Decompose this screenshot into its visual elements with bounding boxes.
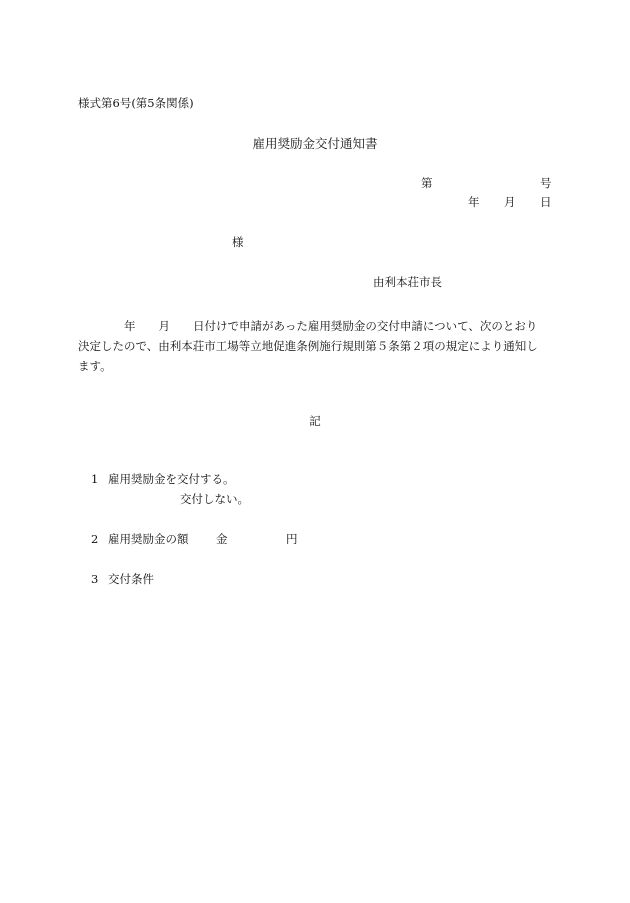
date-month: 月 <box>504 195 516 209</box>
body-paragraph <box>78 316 551 376</box>
body-line: 年 月 日付けで申請があった雇用奨励金の交付申請について、次のとおり <box>78 319 538 333</box>
form-number-label: 様式第6号(第5条関係) <box>78 96 194 110</box>
body-line: ます。 <box>78 359 112 373</box>
issuer-name: 由利本荘市長 <box>373 275 442 289</box>
item-number: 2 <box>91 532 99 546</box>
number-suffix: 号 <box>540 176 552 190</box>
body-line: 決定したので、由利本荘市工場等立地促進条例施行規則第５条第２項の規定により通知し <box>78 339 538 353</box>
item-text: 雇用奨励金の額 <box>108 532 189 546</box>
addressee-suffix: 様 <box>232 235 244 249</box>
item-text: 雇用奨励金を交付する。 <box>108 472 235 486</box>
date-day: 日 <box>540 195 552 209</box>
item-number: 3 <box>91 572 99 586</box>
date-year: 年 <box>468 195 480 209</box>
amount-yen-label: 円 <box>286 532 298 546</box>
item-alt-text: 交付しない。 <box>180 492 249 506</box>
number-prefix: 第 <box>421 176 433 190</box>
ki-heading: 記 <box>309 414 321 428</box>
amount-kin-label: 金 <box>216 532 228 546</box>
item-number: 1 <box>91 472 99 486</box>
document-title: 雇用奨励金交付通知書 <box>252 136 378 151</box>
item-text: 交付条件 <box>108 572 154 586</box>
